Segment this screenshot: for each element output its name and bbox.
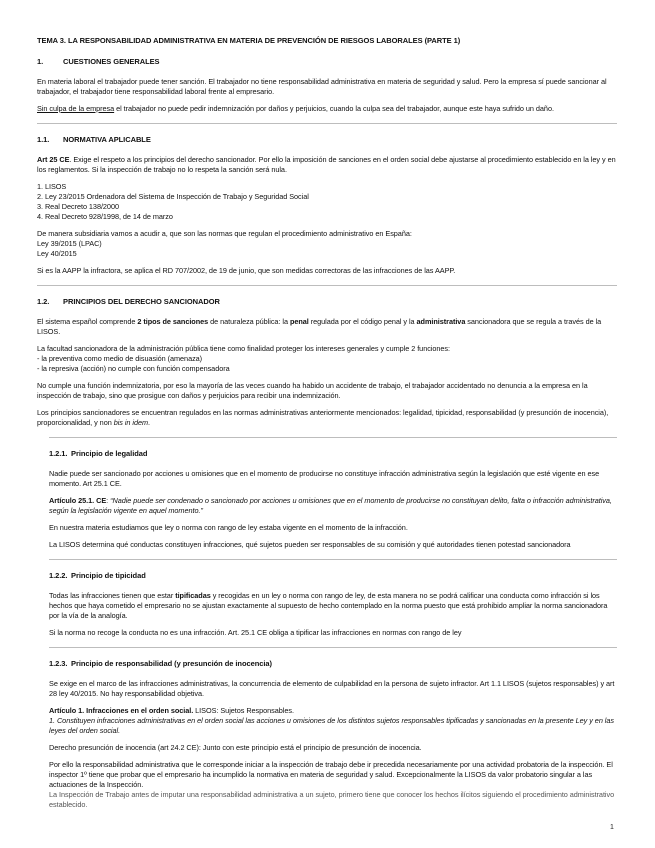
paragraph: Todas las infracciones tienen que estar tipificadas y recogidas en un ley o norma con rango de ley, de esta manera no se podrá calificar una conducta como infracción si los hechos que haya cometido el empresario no se ajustan exactamente al supuesto de hecho contemplado en la norma puesto que está prohibido ampliar la norma sancionadora por la vía de la analogía. [49,591,608,620]
page-number: 1 [610,824,614,831]
norm-list [37,182,617,222]
paragraph: Artículo 1. Infracciones en el orden social. LISOS: Sujetos Responsables. 1. Constituyen infracciones administrativas en el orden social las acciones u omisiones de los distintos sujetos responsables tipificadas y sancionadas en la presente Ley y en las leyes del orden social. [49,706,614,735]
document-page [37,36,617,817]
section-heading-1-2-2: 1.2.2. Principio de tipicidad [49,571,146,580]
section-heading-1-2-1: 1.2.1. Principio de legalidad [49,449,148,458]
paragraph: Si la norma no recoge la conducta no es una infracción. Art. 25.1 CE obliga a tipificar las infracciones en normas con rango de ley [49,628,462,637]
divider [49,559,617,560]
paragraph: El sistema español comprende 2 tipos de sanciones de naturaleza pública: la penal regulada por el código penal y la administrativa sancionadora que se regula a través de la LISOS. [37,317,602,336]
paragraph: Si es la AAPP la infractora, se aplica el RD 707/2002, de 19 de junio, que son medidas correctoras de las infracciones de las AAPP. [37,266,456,275]
paragraph: Derecho presunción de inocencia (art 24.2 CE): Junto con este principio está el principio de presunción de inocencia. [49,743,422,752]
paragraph: En nuestra materia estudiamos que ley o norma con rango de ley estaba vigente en el momento de la infracción. [49,523,408,532]
paragraph: No cumple una función indemnizatoria, por eso la mayoría de las veces cuando ha habido un accidente de trabajo, el trabajador accidentado no denuncia a la empresa en la inspección de trabajo, sino que prosigue con daños y perjuicios para recibir una indemnización. [37,381,588,400]
functions-list: La facultad sancionadora de la administración pública tiene como finalidad proteger los intereses generales y cumple 2 funciones: - la preventiva como medio de disuasión (amenaza) - la represiva (acción) no cumple con función compensadora [37,344,450,373]
divider [37,285,617,286]
paragraph: En materia laboral el trabajador puede tener sanción. El trabajador no tiene responsabilidad administrativa en materia de seguridad y salud. Pero la empresa sí puede sancionar al trabajador, el trabajador tiene responsabilidad laboral frente al empresario. [37,77,607,96]
paragraph: La LISOS determina qué conductas constituyen infracciones, qué sujetos pueden ser responsables de su comisión y qué autoridades tienen potestad sancionadora [49,540,571,549]
list-item: 1. LISOS [37,182,67,191]
list-item: 3. Real Decreto 138/2000 [37,202,119,211]
section-heading-1-2-3: 1.2.3. Principio de responsabilidad (y presunción de inocencia) [49,659,272,668]
divider [37,123,617,124]
paragraph: Art 25 CE. Exige el respeto a los principios del derecho sancionador. Por ello la imposición de sanciones en el orden social debe ajustarse al procedimiento establecido en la ley y en los reglamentos. Si la inspección de trabajo no lo respeta la sanción será nula. [37,155,616,174]
paragraph: La Inspección de Trabajo antes de imputar una responsabilidad administrativa a un sujeto, primero tiene que conocer los hechos ilícitos siguiendo el procedimiento administrativo establecido. [49,790,615,809]
section-heading-1-2: 1.2. PRINCIPIOS DEL DERECHO SANCIONADOR [37,297,220,306]
section-heading-1-1: 1.1. NORMATIVA APLICABLE [37,135,151,144]
divider [49,437,617,438]
paragraph: Sin culpa de la empresa el trabajador no puede pedir indemnización por daños y perjuicios, cuando la culpa sea del trabajador, aunque este haya sufrido un daño. [37,104,554,113]
list-item: 4. Real Decreto 928/1998, de 14 de marzo [37,212,173,221]
document-title: TEMA 3. LA RESPONSABILIDAD ADMINISTRATIVA EN MATERIA DE PREVENCIÓN DE RIESGOS LABORALES (PARTE 1) [37,36,461,45]
paragraph: Se exige en el marco de las infracciones administrativas, la concurrencia de elemento de culpabilidad en la persona de sujeto infractor. Art 1.1 LISOS (sujetos responsables) y art 28 ley 40/2015. No hay responsabilidad objetiva. [49,679,615,698]
paragraph: Nadie puede ser sancionado por acciones u omisiones que en el momento de producirse no constituye infracción administrativa según la legislación que esté vigente en ese momento. Art 25.1 CE. [49,469,600,488]
paragraph: Los principios sancionadores se encuentran regulados en las normas administrativas anteriormente mencionados: legalidad, tipicidad, responsabilidad (y presunción de inocencia), proporcionalidad, y non bis in idem. [37,408,609,427]
list-item: 2. Ley 23/2015 Ordenadora del Sistema de Inspección de Trabajo y Seguridad Social [37,192,309,201]
divider [49,647,617,648]
paragraph: Artículo 25.1. CE: “Nadie puede ser condenado o sancionado por acciones u omisiones que en el momento de producirse no constituyan delito, falta o infracción administrativa, según la legislación vigente en aquel momento.” [49,496,612,515]
paragraph: Por ello la responsabilidad administrativa que le corresponde iniciar a la inspección de trabajo debe ir precedida necesariamente por una actividad probatoria de la inspección. El inspector 1º tiene que probar que el empresario ha incumplido la normativa en materia de seguridad y salud. Excepcionalmente la LISOS da valor probatorio singular a las actuaciones de la Inspección. [49,760,613,789]
section-heading-1: 1. CUESTIONES GENERALES [37,57,160,66]
subsidiary-norms: De manera subsidiaria vamos a acudir a, que son las normas que regulan el procedimiento administrativo en España: Ley 39/2015 (LPAC) Ley 40/2015 [37,229,412,258]
